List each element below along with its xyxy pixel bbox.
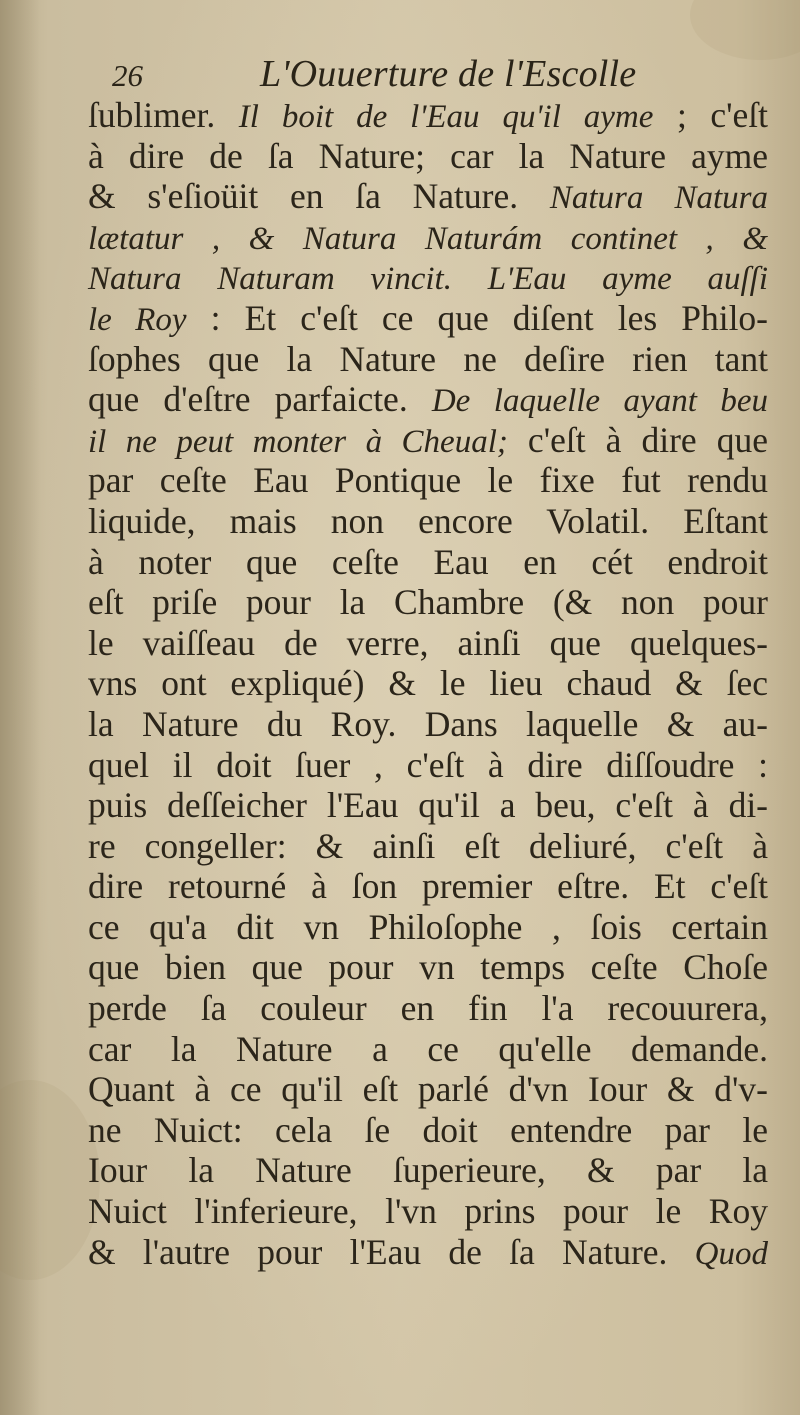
text-line xyxy=(88,907,768,948)
text-line xyxy=(88,542,768,583)
text-line xyxy=(88,420,768,461)
text-line xyxy=(88,176,768,217)
text-line xyxy=(88,988,768,1029)
text-segment: car la Nature a ce qu'elle demande. xyxy=(88,1028,768,1069)
text-segment: ne Nuict: cela ſe doit entendre par le xyxy=(88,1109,768,1150)
text-segment: ſophes que la Nature ne deſire rien tant xyxy=(88,338,768,379)
text-line xyxy=(88,379,768,420)
text-segment: vns ont expliqué) & le lieu chaud & ſec xyxy=(88,663,768,704)
text-segment: Iour la Nature ſuperieure, & par la xyxy=(88,1150,768,1191)
text-segment: que bien que pour vn temps ceſte Choſe xyxy=(88,947,768,988)
text-line xyxy=(88,1069,768,1110)
text-segment: puis deſſeicher l'Eau qu'il a beu, c'eſt à di- xyxy=(88,785,768,826)
text-segment: Quant à ce qu'il eſt parlé d'vn Iour & d'v- xyxy=(88,1069,768,1110)
text-segment: ce qu'a dit vn Philoſophe , ſois certain xyxy=(88,906,768,947)
italic-text-segment: Natura Natura xyxy=(549,180,769,217)
text-segment: eſt priſe pour la Chambre (& non pour xyxy=(88,582,768,623)
italic-text-segment: Quod xyxy=(694,1235,768,1272)
text-line xyxy=(88,217,768,258)
text-line xyxy=(88,785,768,826)
text-segment: : Et c'eſt ce que diſent les Philo- xyxy=(186,297,769,338)
text-line xyxy=(88,298,768,339)
running-head: L'Ouuerture de l'Escolle xyxy=(260,53,637,95)
italic-text-segment: De laquelle ayant beu xyxy=(431,383,768,420)
text-segment: quel il doit ſuer , c'eſt à dire diſſoudre : xyxy=(88,744,768,785)
text-line xyxy=(88,257,768,298)
text-line xyxy=(88,947,768,988)
text-line xyxy=(88,582,768,623)
text-segment: ſublimer. xyxy=(88,95,239,135)
page-number: 26 xyxy=(112,58,143,93)
text-line xyxy=(88,1029,768,1070)
paper-stain xyxy=(690,0,800,60)
page-gutter-shadow xyxy=(0,0,40,1415)
text-segment: par ceſte Eau Pontique le fixe fut rendu xyxy=(88,460,768,501)
text-line xyxy=(88,704,768,745)
text-line xyxy=(88,663,768,704)
italic-text-segment: il ne peut monter à Cheual; xyxy=(88,423,508,460)
italic-text-segment: Natura Naturam vincit. L'Eau ayme auſſi xyxy=(88,261,768,298)
text-line xyxy=(88,745,768,786)
body-text xyxy=(88,95,768,1272)
text-line xyxy=(88,1110,768,1151)
text-segment: liquide, mais non encore Volatil. Eſtant xyxy=(88,500,768,541)
text-segment: ; c'eſt xyxy=(653,95,768,135)
text-line xyxy=(88,1150,768,1191)
text-segment: à noter que ceſte Eau en cét endroit xyxy=(88,541,768,582)
text-line xyxy=(88,866,768,907)
text-segment: la Nature du Roy. Dans laquelle & au- xyxy=(88,703,768,744)
text-segment: dire retourné à ſon premier eſtre. Et c'eſt xyxy=(88,866,768,907)
text-segment: & s'eſioüit en ſa Nature. xyxy=(88,176,550,217)
text-segment: le vaiſſeau de verre, ainſi que quelques- xyxy=(88,622,768,663)
text-segment: Nuict l'inferieure, l'vn prins pour le Roy xyxy=(88,1191,768,1232)
text-line xyxy=(88,136,768,177)
text-segment: à dire de ſa Nature; car la Nature ayme xyxy=(88,135,768,176)
text-segment: & l'autre pour l'Eau de ſa Nature. xyxy=(88,1231,695,1272)
italic-text-segment: Il boit de l'Eau qu'il ayme xyxy=(238,99,654,135)
text-line xyxy=(88,95,768,136)
text-line xyxy=(88,623,768,664)
italic-text-segment: lætatur , & Natura Naturám continet , & xyxy=(88,220,768,257)
text-segment: perde ſa couleur en fin l'a recouurera, xyxy=(88,988,768,1029)
text-line xyxy=(88,826,768,867)
text-segment: re congeller: & ainſi eſt deliuré, c'eſt à xyxy=(88,825,768,866)
text-line xyxy=(88,1191,768,1232)
text-line xyxy=(88,339,768,380)
italic-text-segment: le Roy xyxy=(88,301,187,338)
text-line xyxy=(88,1232,768,1273)
text-segment: c'eſt à dire que xyxy=(507,419,768,460)
text-line xyxy=(88,460,768,501)
text-line xyxy=(88,501,768,542)
text-segment: que d'eſtre parfaicte. xyxy=(88,379,432,420)
